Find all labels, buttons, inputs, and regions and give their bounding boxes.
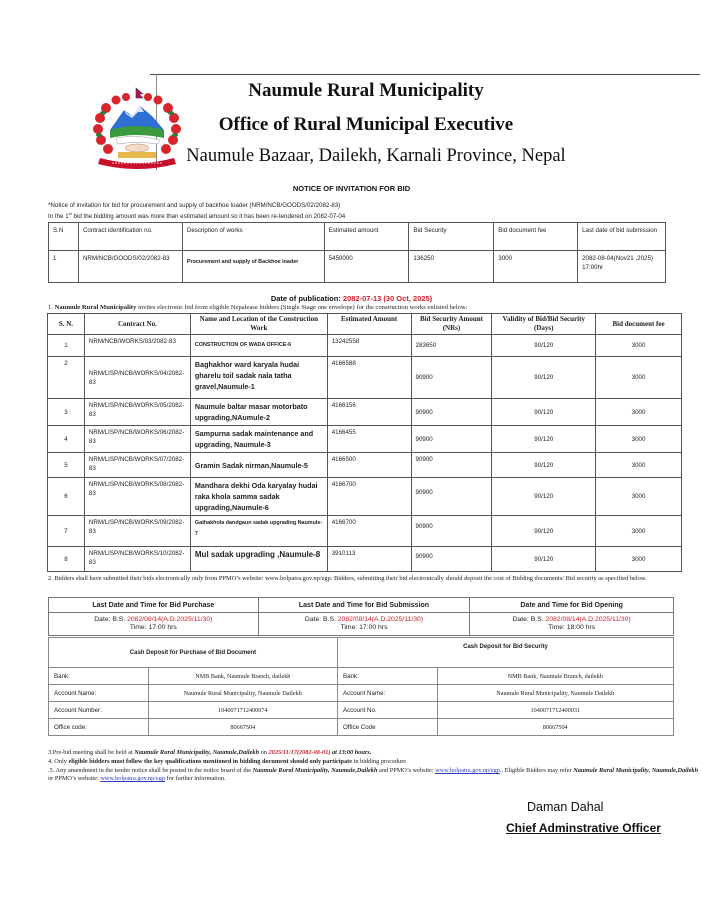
cell-security: 90900	[411, 399, 492, 426]
signatory-title: Chief Adminstrative Officer	[506, 821, 661, 835]
cell-security: 90900	[411, 478, 492, 516]
col-header: Name and Location of the Construction Work	[190, 314, 327, 335]
goods-bid-table	[48, 222, 666, 283]
cell-validity: 90/120	[492, 547, 596, 572]
value: 1040071712400074	[148, 702, 337, 719]
table-row	[49, 251, 666, 283]
col-header: Last Date and Time for Bid Submission	[258, 598, 470, 613]
value: NMB Bank, Naumule Branch, dailekh	[437, 668, 674, 685]
col-header: Contract identification no.	[78, 223, 182, 251]
paragraph-1: 1. Naumule Rural Municipality invites electronic bid from eligible Nepalease bidders (Single Stage one envelope) for the construction works enlisted below:	[48, 304, 468, 311]
paragraph-3: 3.Pre-bid meeting shall be held at Naumule Rural Municipality, Naumule,Dailekh on 2025/11/17(2082-08-01) at 13:00 hours.	[48, 749, 372, 756]
table-row	[48, 478, 682, 516]
table-row	[48, 547, 682, 572]
publication-date: Date of publication: 2082-07-13 (30 Oct, 2025)	[270, 294, 433, 303]
cell-work-name: Gramin Sadak nirman,Naumule-5	[190, 453, 327, 478]
cell-contract: NRM/LISP/NCB/WORKS/08/2082-83	[84, 478, 190, 516]
cell-estimated: 4166156	[327, 399, 411, 426]
cell-contract: NRM/NCB/GOODS/02/2082-83	[78, 251, 182, 283]
value: NMB Bank, Naumule Branch, dailekh	[148, 668, 337, 685]
office-name: Office of Rural Municipal Executive	[218, 114, 514, 135]
cell-sn: 1	[49, 251, 79, 283]
cell-security: 90900	[411, 453, 492, 478]
cell-sn: 7	[48, 516, 85, 547]
cell-sn: 8	[48, 547, 85, 572]
cell-sn: 3	[48, 399, 85, 426]
cell-estimated: 4166455	[327, 426, 411, 453]
cell-sn: 1	[48, 335, 85, 357]
cell-contract: NRM/LISP/NCB/WORKS/05/2082-83	[84, 399, 190, 426]
goods-notice-line2: In the 1st bid the bidding amount was more than estimated amount so it has been re-tendered on 2082-07-04	[48, 211, 346, 221]
cell-security: 90900	[411, 426, 492, 453]
office-address: Naumule Bazaar, Dailekh, Karnali Province, Nepal	[186, 146, 566, 166]
signatory-name: Daman Dahal	[527, 800, 604, 814]
col-header: Description of works	[182, 223, 324, 251]
col-header: Validity of Bid/Bid Security (Days)	[492, 314, 596, 335]
cell-work-name: Mandhara dekhi Oda karyalay hudai raka khola samma sadak upgrading,Naumule-6	[190, 478, 327, 516]
label: Account Name:	[49, 685, 149, 702]
paragraph-5: .5. Any amendment in the tender notice shall be posted in the notice board of the Naumule Rural Municipality, Naumule,Dailekh and PPMO’s website: www.bolpatra.gov.np/egp.. Eligible Bidders may refer Naumule Rural Municipality, Naumule,Dailekh or PPMO’s website: www.bolpatra.gov.np/egp for further information.	[48, 767, 699, 783]
col-header: Estimated amount	[324, 223, 409, 251]
col-header: Date and Time for Bid Opening	[470, 598, 674, 613]
col-header: S. N.	[48, 314, 85, 335]
goods-notice-line1: *Notice of invitation for bid for procurement and supply of backhoe loader (NRM/NCB/GOODS/02/2082-83)	[48, 202, 341, 209]
cell-fee: 3000	[596, 399, 682, 426]
value: Naumule Rural Municipality, Naumule Dailekh	[437, 685, 674, 702]
table-row	[49, 668, 674, 685]
bank-deposit-table	[48, 637, 674, 736]
value: Naumule Rural Municipality, Naumule Dailekh	[148, 685, 337, 702]
cell-contract: NRM/LISP/NCB/WORKS/09/2082-83	[84, 516, 190, 547]
cell-contract: NRM/LISP/NCB/WORKS/04/2082-83	[84, 357, 190, 399]
bid-document-deposit-title: Cash Deposit for Purchase of Bid Document	[49, 638, 338, 668]
table-row	[49, 719, 674, 736]
cell-work-name: Mul sadak upgrading ,Naumule-8	[190, 547, 327, 572]
cell-work-name: Baghakhor ward karyala hudai gharelu toil sadak nala tatha gravel,Naumule-1	[190, 357, 327, 399]
bolpatra-link[interactable]: www.bolpatra.gov.np/egp	[100, 775, 166, 783]
label: Bank:	[49, 668, 149, 685]
cell-validity: 90/120	[492, 426, 596, 453]
cell-estimated: 13242558	[327, 335, 411, 357]
table-header-row	[49, 223, 666, 251]
cell-fee: 3000	[596, 516, 682, 547]
bid-dates-table	[48, 597, 674, 636]
table-header-row	[48, 314, 682, 335]
cell-security: 136250	[409, 251, 494, 283]
org-name: Naumule Rural Municipality	[248, 80, 484, 101]
table-row	[48, 426, 682, 453]
cell-work-name: Naumule baltar masar motorbato upgrading,NAumule-2	[190, 399, 327, 426]
table-row	[48, 399, 682, 426]
col-header: Bid document fee	[596, 314, 682, 335]
col-header: Estimated Amount	[327, 314, 411, 335]
table-row	[48, 516, 682, 547]
bid-opening-date: Date: B.S. 2082/08/14(A.D.2025/11/30) Time: 18:00 hrs	[470, 613, 674, 636]
cell-estimated: 4166588	[327, 357, 411, 399]
col-header: Bid Security	[409, 223, 494, 251]
cell-sn: 2	[48, 357, 85, 399]
cell-contract: NRM/LISP/NCB/WORKS/06/2082-83	[84, 426, 190, 453]
cell-fee: 3000	[596, 453, 682, 478]
table-row	[48, 335, 682, 357]
table-row	[49, 613, 674, 636]
bid-purchase-deadline: Date: B.S. 2082/08/14(A.D.2025/11/30) Time: 17:00 hrs	[49, 613, 259, 636]
cell-security: 90900	[411, 547, 492, 572]
paragraph-2: 2. Bidders shall have submitted their bids electronically only from PPMO’s website: www.bolpatra.gov.np/egp. Bidders, submitting their bid electronically should deposit the cost of Bidding documents/ Bid security as specified below.	[48, 575, 647, 582]
header-top-rule	[150, 74, 700, 75]
table-row	[49, 702, 674, 719]
cell-work-name: Sampurna sadak maintenance and upgrading, Naumule-3	[190, 426, 327, 453]
col-header: Last Date and Time for Bid Purchase	[49, 598, 259, 613]
cell-fee: 3000	[596, 357, 682, 399]
cell-estimated: 4166700	[327, 516, 411, 547]
cell-fee: 3000	[596, 478, 682, 516]
cell-validity: 90/120	[492, 453, 596, 478]
cell-security: 90900	[411, 516, 492, 547]
bid-security-deposit-title: Cash Deposit for Bid Security	[337, 638, 673, 668]
cell-fee: 3000	[596, 426, 682, 453]
cell-fee: 3000	[596, 335, 682, 357]
cell-contract: NRM/NCB/WORKS/03/2082-83	[84, 335, 190, 357]
col-header: Last date of bid submission	[578, 223, 666, 251]
label: Office code:	[49, 719, 149, 736]
cell-estimated: 4166700	[327, 478, 411, 516]
paragraph-4: 4. Only eligible bidders must follow the key qualifications mentioned in bidding document should only participate in bidding procedure	[48, 758, 407, 765]
label: Account Number:	[49, 702, 149, 719]
cell-estimated: 5450000	[324, 251, 409, 283]
cell-validity: 90/120	[492, 357, 596, 399]
cell-validity: 90/120	[492, 335, 596, 357]
bid-submission-deadline: Date: B.S. 2082/08/14(A.D.2025/11/30) Time: 17:00 hrs	[258, 613, 470, 636]
cell-sn: 5	[48, 453, 85, 478]
cell-work-name: CONSTRUCTION OF WADA OFFICE-6	[190, 335, 327, 357]
col-header: Contract No.	[84, 314, 190, 335]
cell-estimated: 4166500	[327, 453, 411, 478]
label: Account No.	[337, 702, 437, 719]
table-row	[49, 685, 674, 702]
cell-fee: 3000	[494, 251, 578, 283]
cell-work-name: Gathakhola dandgaun sadak upgrading Naumule-7	[190, 516, 327, 547]
works-bid-table	[47, 313, 682, 572]
value: 80667504	[437, 719, 674, 736]
cell-contract: NRM/LISP/NCB/WORKS/07/2082-83	[84, 453, 190, 478]
bolpatra-link[interactable]: www.bolpatra.gov.np/egp	[435, 767, 500, 774]
cell-security: 90900	[411, 357, 492, 399]
col-header: Bid document fee	[494, 223, 578, 251]
notice-title: NOTICE OF INVITATION FOR BID	[292, 184, 411, 193]
cell-validity: 90/120	[492, 399, 596, 426]
table-header-row	[49, 638, 674, 668]
col-header: Bid Security Amount (NRs)	[411, 314, 492, 335]
label: Account Name:	[337, 685, 437, 702]
table-row	[48, 357, 682, 399]
cell-sn: 4	[48, 426, 85, 453]
cell-validity: 90/120	[492, 516, 596, 547]
cell-sn: 6	[48, 478, 85, 516]
table-header-row	[49, 598, 674, 613]
cell-contract: NRM/LISP/NCB/WORKS/10/2082-83	[84, 547, 190, 572]
cell-fee: 3000	[596, 547, 682, 572]
table-row	[48, 453, 682, 478]
col-header: S.N	[49, 223, 79, 251]
cell-last-date: 2082-08-04(Nov21 ,2025) 17:00hr	[578, 251, 666, 283]
label: Bank:	[337, 668, 437, 685]
label: Office Code	[337, 719, 437, 736]
cell-estimated: 3910113	[327, 547, 411, 572]
value: 80667504	[148, 719, 337, 736]
cell-security: 283650	[411, 335, 492, 357]
value: 1040071712400031	[437, 702, 674, 719]
cell-validity: 90/120	[492, 478, 596, 516]
cell-description: Procurement and supply of Backhoe loader	[182, 251, 324, 283]
